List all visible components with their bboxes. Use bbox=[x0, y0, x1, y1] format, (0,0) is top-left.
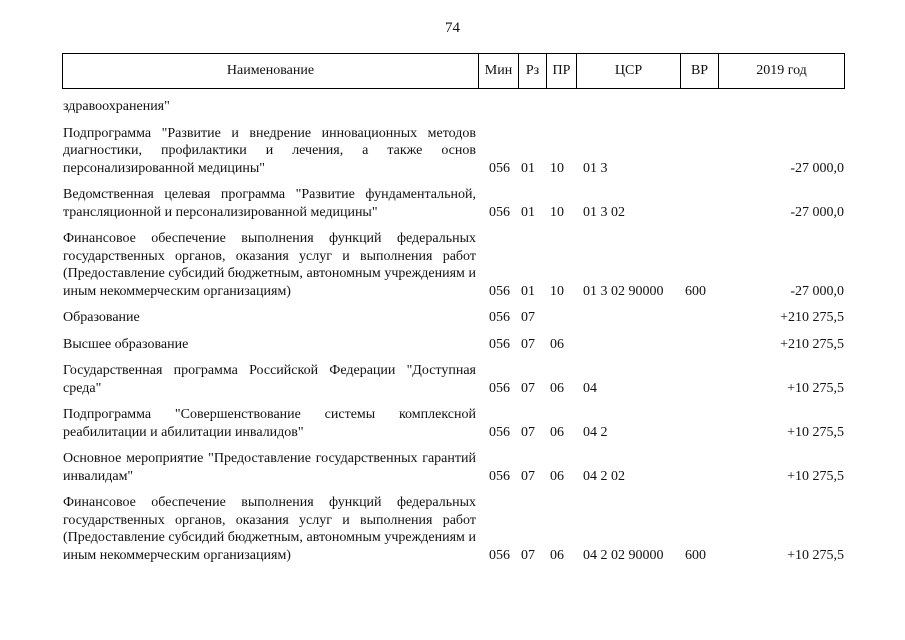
row-pr: 06 bbox=[550, 424, 564, 440]
header-rz: Рз bbox=[518, 54, 546, 88]
row-pr: 10 bbox=[550, 160, 564, 176]
table-body bbox=[0, 98, 905, 573]
row-amount: -27 000,0 bbox=[790, 283, 844, 299]
row-name: Образование bbox=[63, 310, 140, 325]
row-min: 056 bbox=[489, 310, 510, 325]
row-min: 056 bbox=[489, 283, 510, 299]
row-csr: 01 3 bbox=[583, 160, 608, 176]
row-amount: +10 275,5 bbox=[787, 424, 844, 440]
row-name: Подпрограмма "Совершенствование системы комплексной реабилитации и абилитации инвалидов" bbox=[63, 407, 476, 440]
row-csr: 04 2 02 bbox=[583, 468, 625, 484]
row-rz: 01 bbox=[521, 283, 535, 299]
row-pr: 06 bbox=[550, 547, 564, 563]
row-rz: 07 bbox=[521, 424, 535, 440]
row-rz: 07 bbox=[521, 336, 535, 352]
row-rz: 01 bbox=[521, 160, 535, 176]
row-min: 056 bbox=[489, 547, 510, 563]
table-row bbox=[0, 450, 905, 485]
row-rz: 07 bbox=[521, 547, 535, 563]
row-min: 056 bbox=[489, 336, 510, 352]
header-vr: ВР bbox=[680, 54, 718, 88]
table-row bbox=[0, 230, 905, 300]
row-amount: +210 275,5 bbox=[780, 310, 844, 325]
row-csr: 04 2 bbox=[583, 424, 608, 440]
row-csr: 01 3 02 bbox=[583, 204, 625, 220]
row-pr: 10 bbox=[550, 283, 564, 299]
row-name: Государственная программа Российской Федерации "Доступная среда" bbox=[63, 363, 476, 396]
table-row bbox=[0, 98, 905, 116]
row-name: Подпрограмма "Развитие и внедрение инновационных методов диагностики, профилактики и лечения, а также основ персонализированной медицины" bbox=[63, 125, 476, 176]
row-amount: +10 275,5 bbox=[787, 468, 844, 484]
row-name: Высшее образование bbox=[63, 336, 189, 352]
row-pr: 10 bbox=[550, 204, 564, 220]
header-min: Мин bbox=[478, 54, 518, 88]
row-vr: 600 bbox=[685, 283, 706, 299]
page-number: 74 bbox=[445, 20, 460, 36]
row-pr: 06 bbox=[550, 380, 564, 396]
header-pr: ПР bbox=[546, 54, 576, 88]
row-amount: +10 275,5 bbox=[787, 547, 844, 563]
row-rz: 07 bbox=[521, 380, 535, 396]
row-name: Основное мероприятие "Предоставление государственных гарантий инвалидам" bbox=[63, 451, 476, 484]
table-row bbox=[0, 362, 905, 397]
row-name: Финансовое обеспечение выполнения функций федеральных государственных органов, оказания услуг и выполнения работ (Предоставление субсидий бюджетным, автономным учреждениям и иным некоммерческим организациям) bbox=[63, 495, 476, 563]
table-row bbox=[0, 186, 905, 221]
row-name: Ведомственная целевая программа "Развитие фундаментальной, трансляционной и персонализированной медицины" bbox=[63, 187, 476, 220]
row-rz: 07 bbox=[521, 310, 535, 325]
row-amount: +10 275,5 bbox=[787, 380, 844, 396]
row-rz: 07 bbox=[521, 468, 535, 484]
row-pr: 06 bbox=[550, 468, 564, 484]
table-row bbox=[0, 336, 905, 354]
table-row bbox=[0, 406, 905, 441]
header-name: Наименование bbox=[226, 63, 315, 78]
row-amount: -27 000,0 bbox=[790, 160, 844, 176]
row-pr: 06 bbox=[550, 336, 564, 352]
row-csr: 01 3 02 90000 bbox=[583, 283, 664, 299]
table-header bbox=[62, 53, 845, 89]
row-min: 056 bbox=[489, 160, 510, 176]
table-row bbox=[0, 125, 905, 178]
header-year: 2019 год bbox=[718, 54, 844, 88]
row-csr: 04 bbox=[583, 380, 597, 396]
table-row bbox=[0, 494, 905, 564]
row-name: Финансовое обеспечение выполнения функций федеральных государственных органов, оказания услуг и выполнения работ (Предоставление субсидий бюджетным, автономным учреждениям и иным некоммерческим организациям) bbox=[63, 231, 476, 299]
row-min: 056 bbox=[489, 424, 510, 440]
row-csr: 04 2 02 90000 bbox=[583, 547, 664, 563]
row-min: 056 bbox=[489, 380, 510, 396]
row-amount: -27 000,0 bbox=[790, 204, 844, 220]
row-min: 056 bbox=[489, 204, 510, 220]
row-rz: 01 bbox=[521, 204, 535, 220]
row-vr: 600 bbox=[685, 547, 706, 563]
row-name: здравоохранения" bbox=[63, 99, 170, 114]
table-row bbox=[0, 309, 905, 327]
row-amount: +210 275,5 bbox=[780, 336, 844, 352]
row-min: 056 bbox=[489, 468, 510, 484]
header-csr: ЦСР bbox=[576, 54, 680, 88]
